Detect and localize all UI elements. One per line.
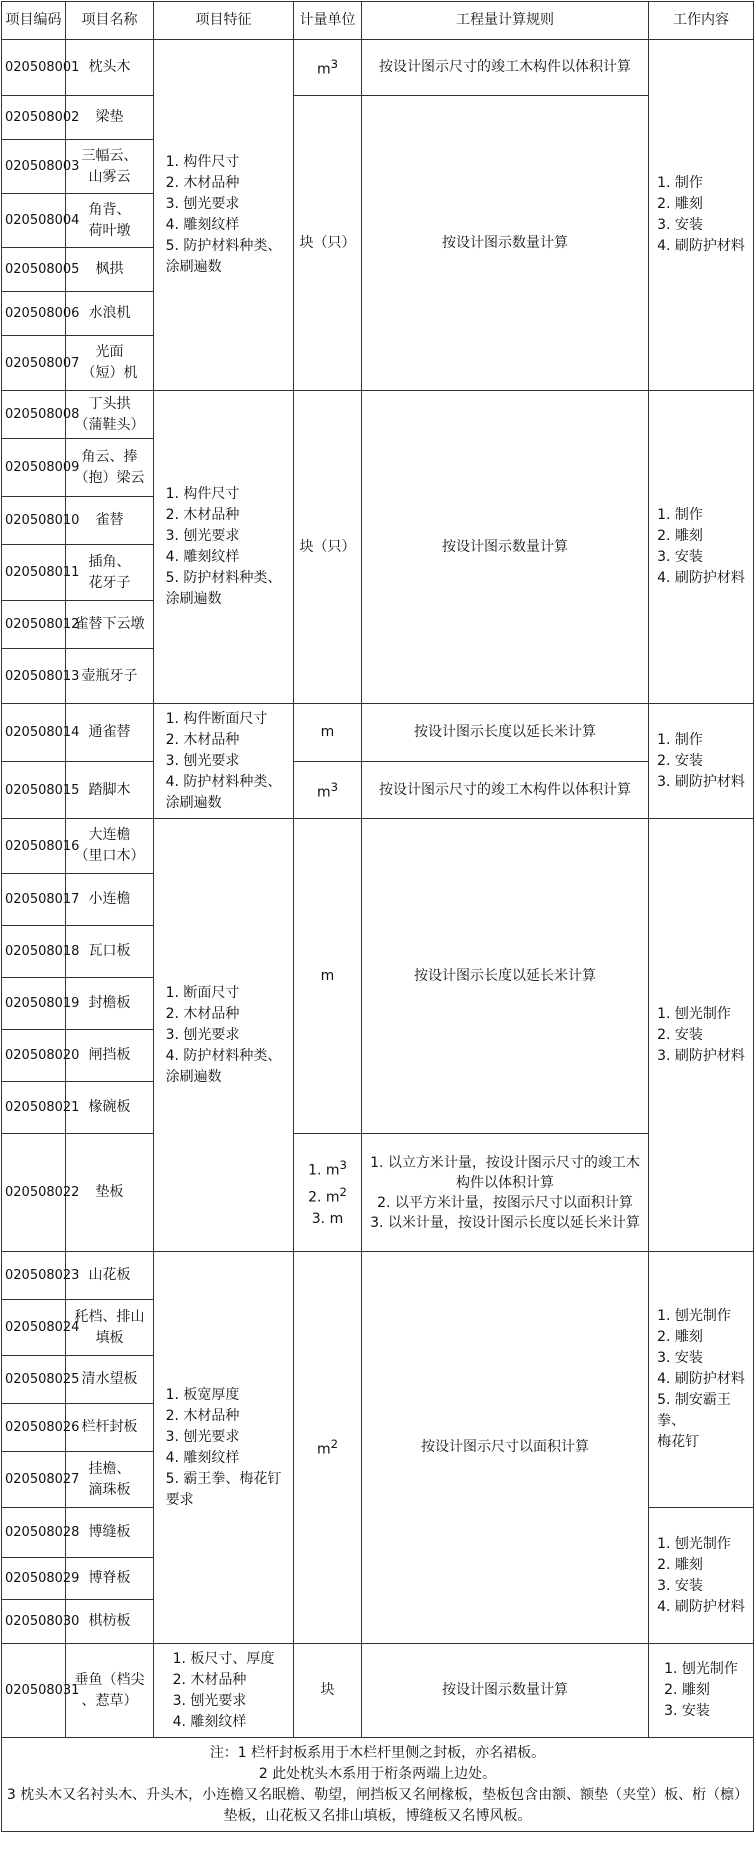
work-text: 1. 刨光制作 2. 雕刻 3. 安装 4. 刷防护材料 <box>657 1535 745 1615</box>
table-row <box>2 40 754 96</box>
unit-line: 2. $m^2$ <box>308 1185 347 1206</box>
item-name: 椽碗板 <box>66 1082 154 1134</box>
item-name: 枫拱 <box>66 248 154 292</box>
rule-cell: 按设计图示尺寸的竣工木构件以体积计算 <box>362 762 649 819</box>
item-code: 020508010 <box>2 497 66 545</box>
item-code: 020508020 <box>2 1030 66 1082</box>
item-code: 020508025 <box>2 1356 66 1404</box>
item-name: 光面 （短）机 <box>66 336 154 391</box>
feature-cell <box>154 1644 294 1738</box>
header-code: 项目编码 <box>2 2 66 40</box>
unit-cell: 块（只） <box>294 391 362 704</box>
item-name: 壶瓶牙子 <box>66 649 154 704</box>
item-code: 020508026 <box>2 1404 66 1452</box>
unit-line: 3. m <box>311 1210 344 1227</box>
table-row <box>2 96 754 140</box>
feature-text: 1. 构件断面尺寸 2. 木材品种 3. 刨光要求 4. 防护材料种类、 涂刷遍数 <box>165 710 282 811</box>
item-name: 三幅云、 山雾云 <box>66 140 154 194</box>
item-code: 020508002 <box>2 96 66 140</box>
item-name: 垫板 <box>66 1134 154 1252</box>
notes-row <box>2 1738 754 1832</box>
feature-text: 1. 构件尺寸 2. 木材品种 3. 刨光要求 4. 雕刻纹样 5. 防护材料种类、 涂刷遍数 <box>165 486 282 607</box>
table-row <box>2 391 754 439</box>
note-3: 3 枕头木又名衬头木、升头木，小连檐又名眠檐、勒望，闸挡板又名闸椽板，垫板包含由额、额垫（夹堂）板、桁（檩）垫板，山花板又名排山填板，博缝板又名博风板。 <box>6 1786 749 1824</box>
item-name: 角云、捧 （抱）梁云 <box>66 439 154 497</box>
notes-cell <box>2 1738 754 1832</box>
table-row <box>2 1252 754 1300</box>
item-name: 通雀替 <box>66 704 154 762</box>
rule-cell: 按设计图示长度以延长米计算 <box>362 704 649 762</box>
item-code: 020508004 <box>2 194 66 248</box>
rule-cell: 按设计图示数量计算 <box>362 96 649 391</box>
item-code: 020508017 <box>2 874 66 926</box>
unit-cell: m <box>294 704 362 762</box>
feature-cell <box>154 391 294 704</box>
feature-text: 1. 板尺寸、厚度 2. 木材品种 3. 刨光要求 4. 雕刻纹样 <box>172 1650 275 1730</box>
table-row <box>2 1644 754 1738</box>
table-row <box>2 1134 754 1252</box>
header-feature: 项目特征 <box>154 2 294 40</box>
header-unit: 计量单位 <box>294 2 362 40</box>
item-name: 插角、 花牙子 <box>66 545 154 601</box>
bill-of-quantities-table <box>1 1 754 1832</box>
rule-cell: 按设计图示尺寸以面积计算 <box>362 1252 649 1644</box>
item-code: 020508018 <box>2 926 66 978</box>
unit-cell: m <box>294 819 362 1134</box>
table-row <box>2 819 754 874</box>
item-code: 020508029 <box>2 1558 66 1600</box>
item-name: 踏脚木 <box>66 762 154 819</box>
item-name: 秅档、排山 填板 <box>66 1300 154 1356</box>
item-name: 山花板 <box>66 1252 154 1300</box>
unit-exponent: 2 <box>330 1437 339 1452</box>
item-code: 020508007 <box>2 336 66 391</box>
item-name: 瓦口板 <box>66 926 154 978</box>
work-cell <box>649 1644 754 1738</box>
unit-line: 1. $m^3$ <box>308 1158 347 1179</box>
work-text: 1. 制作 2. 雕刻 3. 安装 4. 刷防护材料 <box>657 175 745 254</box>
feature-cell <box>154 1252 294 1644</box>
unit-base: m <box>316 61 331 78</box>
work-cell <box>649 40 754 391</box>
unit-cell <box>294 1252 362 1644</box>
work-text: 1. 制作 2. 雕刻 3. 安装 4. 刷防护材料 <box>657 507 745 586</box>
item-name: 博脊板 <box>66 1558 154 1600</box>
feature-text: 1. 板宽厚度 2. 木材品种 3. 刨光要求 4. 雕刻纹样 5. 霸王拳、梅花钉 要求 <box>165 1386 282 1508</box>
unit-cell <box>294 762 362 819</box>
item-name: 水浪机 <box>66 292 154 336</box>
unit-exponent: 3 <box>330 57 339 72</box>
item-name: 角背、 荷叶墩 <box>66 194 154 248</box>
item-name: 清水望板 <box>66 1356 154 1404</box>
item-code: 020508023 <box>2 1252 66 1300</box>
item-code: 020508024 <box>2 1300 66 1356</box>
table-row <box>2 762 754 819</box>
work-text: 1. 刨光制作 2. 雕刻 3. 安装 4. 刷防护材料 5. 制安霸王 拳、 梅花钉 <box>657 1308 745 1450</box>
item-name: 大连檐 （里口木） <box>66 819 154 874</box>
rule-cell: 按设计图示长度以延长米计算 <box>362 819 649 1134</box>
item-code: 020508009 <box>2 439 66 497</box>
note-1: 注：1 栏杆封板系用于木栏杆里侧之封板，亦名裙板。 <box>209 1744 546 1761</box>
unit-cell <box>294 1134 362 1252</box>
header-work: 工作内容 <box>649 2 754 40</box>
rule-cell: 按设计图示数量计算 <box>362 391 649 704</box>
item-name: 枕头木 <box>66 40 154 96</box>
rule-cell: 1. 以立方米计量，按设计图示尺寸的竣工木构件以体积计算 2. 以平方米计量，按图示尺寸以面积计算 3. 以米计量，按设计图示长度以延长米计算 <box>362 1134 649 1252</box>
item-code: 020508022 <box>2 1134 66 1252</box>
note-2: 2 此处枕头木系用于桁条两端上边处。 <box>258 1765 497 1782</box>
item-name: 小连檐 <box>66 874 154 926</box>
feature-text: 1. 构件尺寸 2. 木材品种 3. 刨光要求 4. 雕刻纹样 5. 防护材料种类、 涂刷遍数 <box>165 154 282 275</box>
item-code: 020508005 <box>2 248 66 292</box>
unit-base: m <box>316 784 331 801</box>
work-cell <box>649 391 754 704</box>
item-code: 020508027 <box>2 1452 66 1508</box>
work-text: 1. 刨光制作 2. 雕刻 3. 安装 <box>664 1661 738 1719</box>
item-code: 020508011 <box>2 545 66 601</box>
item-code: 020508003 <box>2 140 66 194</box>
item-code: 020508019 <box>2 978 66 1030</box>
work-cell <box>649 819 754 1252</box>
item-name: 挂檐、 滴珠板 <box>66 1452 154 1508</box>
item-code: 020508008 <box>2 391 66 439</box>
item-name: 雀替 <box>66 497 154 545</box>
unit-exponent: 3 <box>330 779 339 794</box>
header-row <box>2 2 754 40</box>
item-name: 闸挡板 <box>66 1030 154 1082</box>
unit-cell: 块（只） <box>294 96 362 391</box>
header-rule: 工程量计算规则 <box>362 2 649 40</box>
feature-cell <box>154 704 294 819</box>
table-row <box>2 704 754 762</box>
item-code: 020508031 <box>2 1644 66 1738</box>
work-text: 1. 刨光制作 2. 安装 3. 刷防护材料 <box>657 1005 745 1064</box>
item-name: 博缝板 <box>66 1508 154 1558</box>
rule-cell: 按设计图示尺寸的竣工木构件以体积计算 <box>362 40 649 96</box>
item-name: 丁头拱 （蒲鞋头） <box>66 391 154 439</box>
feature-cell <box>154 819 294 1252</box>
item-code: 020508001 <box>2 40 66 96</box>
feature-cell <box>154 40 294 391</box>
unit-cell <box>294 40 362 96</box>
item-name: 梁垫 <box>66 96 154 140</box>
item-code: 020508014 <box>2 704 66 762</box>
work-text: 1. 制作 2. 安装 3. 刷防护材料 <box>657 731 745 790</box>
item-code: 020508013 <box>2 649 66 704</box>
item-code: 020508015 <box>2 762 66 819</box>
work-cell <box>649 1252 754 1508</box>
item-code: 020508016 <box>2 819 66 874</box>
item-code: 020508030 <box>2 1600 66 1644</box>
work-cell <box>649 1508 754 1644</box>
feature-text: 1. 断面尺寸 2. 木材品种 3. 刨光要求 4. 防护材料种类、 涂刷遍数 <box>165 984 282 1085</box>
item-code: 020508006 <box>2 292 66 336</box>
work-cell <box>649 704 754 819</box>
rule-cell: 按设计图示数量计算 <box>362 1644 649 1738</box>
unit-cell: 块 <box>294 1644 362 1738</box>
item-name: 棋枋板 <box>66 1600 154 1644</box>
item-code: 020508028 <box>2 1508 66 1558</box>
item-name: 雀替下云墩 <box>66 601 154 649</box>
header-name: 项目名称 <box>66 2 154 40</box>
item-code: 020508021 <box>2 1082 66 1134</box>
item-name: 垂鱼（档尖 、惹草） <box>66 1644 154 1738</box>
item-code: 020508012 <box>2 601 66 649</box>
item-name: 栏杆封板 <box>66 1404 154 1452</box>
unit-base: m <box>316 1441 331 1458</box>
item-name: 封檐板 <box>66 978 154 1030</box>
